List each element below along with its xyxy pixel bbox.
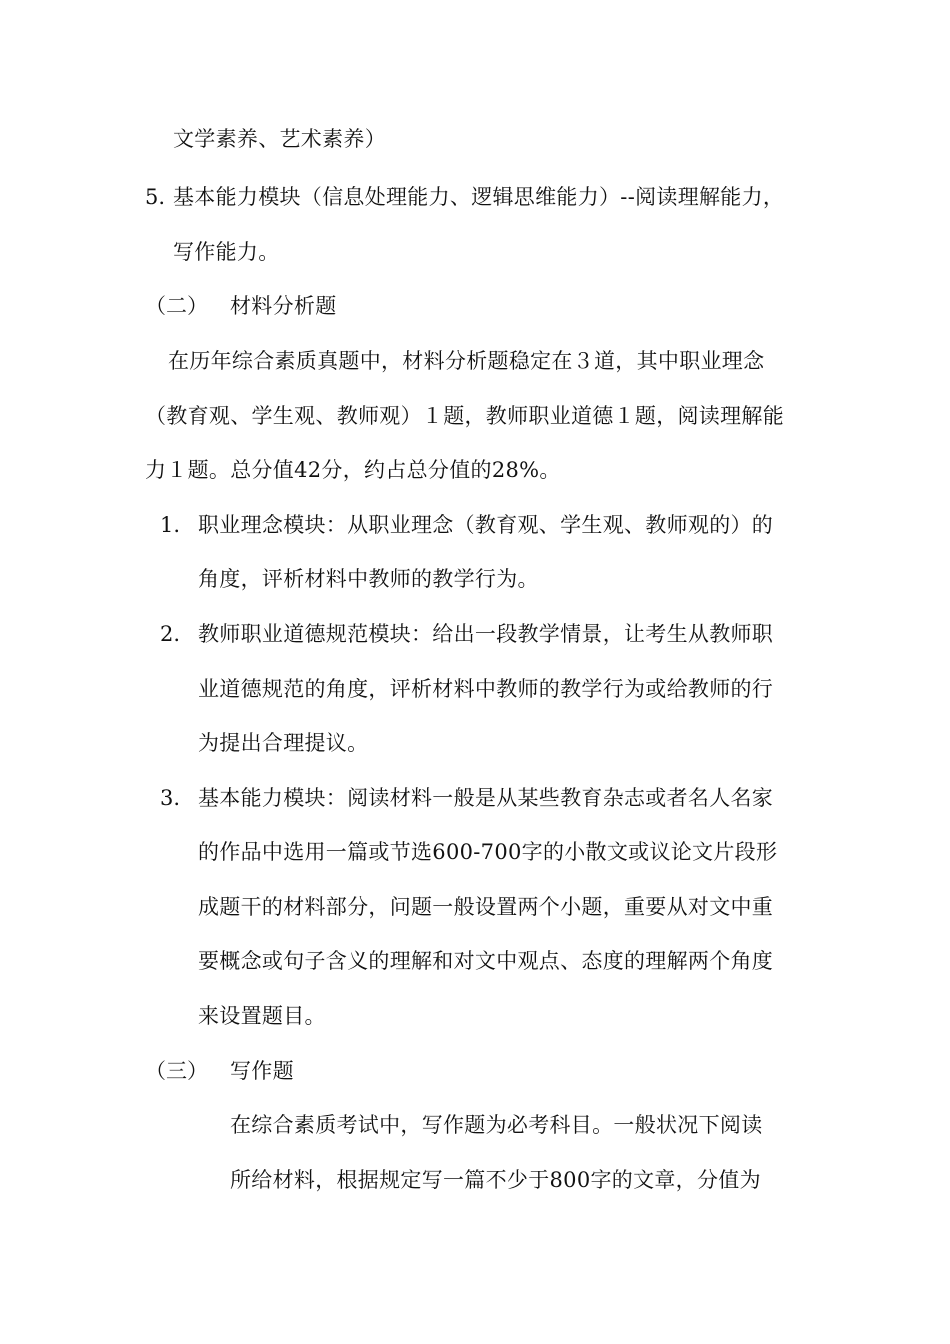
section-2-intro-line-2: （教育观、学生观、教师观）１题，教师职业道德１题，阅读理解能 [145,404,784,428]
section-3-marker: （三） [145,1059,208,1083]
list-item-2-marker: 2. [160,622,181,646]
section-2-intro-line-3: 力１题。总分值42分，约占总分值的28%。 [145,458,561,482]
item-5-line-1: 基本能力模块（信息处理能力、逻辑思维能力）--阅读理解能力， [173,185,785,209]
list-item-3-line-5: 来设置题目。 [198,1004,326,1028]
list-item-3-line-4: 要概念或句子含义的理解和对文中观点、态度的理解两个角度 [198,949,774,973]
continuation-text: 文学素养、艺术素养） [173,127,386,151]
list-item-2-line-2: 业道德规范的角度，评析材料中教师的教学行为或给教师的行 [198,677,774,701]
list-item-3-marker: 3. [160,786,181,810]
section-3-body-line-2: 所给材料，根据规定写一篇不少于800字的文章，分值为 [230,1168,761,1192]
section-3-title: 写作题 [230,1059,294,1083]
list-item-1-line-2: 角度，评析材料中教师的教学行为。 [198,567,539,591]
list-item-3-line-1: 基本能力模块：阅读材料一般是从某些教育杂志或者名人名家 [198,786,774,810]
section-2-marker: （二） [145,294,208,318]
list-item-1-line-1: 职业理念模块：从职业理念（教育观、学生观、教师观的）的 [198,513,774,537]
list-item-2-line-3: 为提出合理提议。 [198,731,369,755]
section-2-title: 材料分析题 [230,294,337,318]
section-2-intro-line-1: 在历年综合素质真题中，材料分析题稳定在３道，其中职业理念 [168,349,765,373]
item-5-marker: 5. [145,185,166,209]
list-item-3-line-2: 的作品中选用一篇或节选600-700字的小散文或议论文片段形 [198,840,778,864]
list-item-1-marker: 1. [160,513,181,537]
item-5-line-2: 写作能力。 [173,240,280,264]
list-item-2-line-1: 教师职业道德规范模块：给出一段教学情景，让考生从教师职 [198,622,774,646]
list-item-3-line-3: 成题干的材料部分，问题一般设置两个小题，重要从对文中重 [198,895,774,919]
section-3-body-line-1: 在综合素质考试中，写作题为必考科目。一般状况下阅读 [230,1113,763,1137]
